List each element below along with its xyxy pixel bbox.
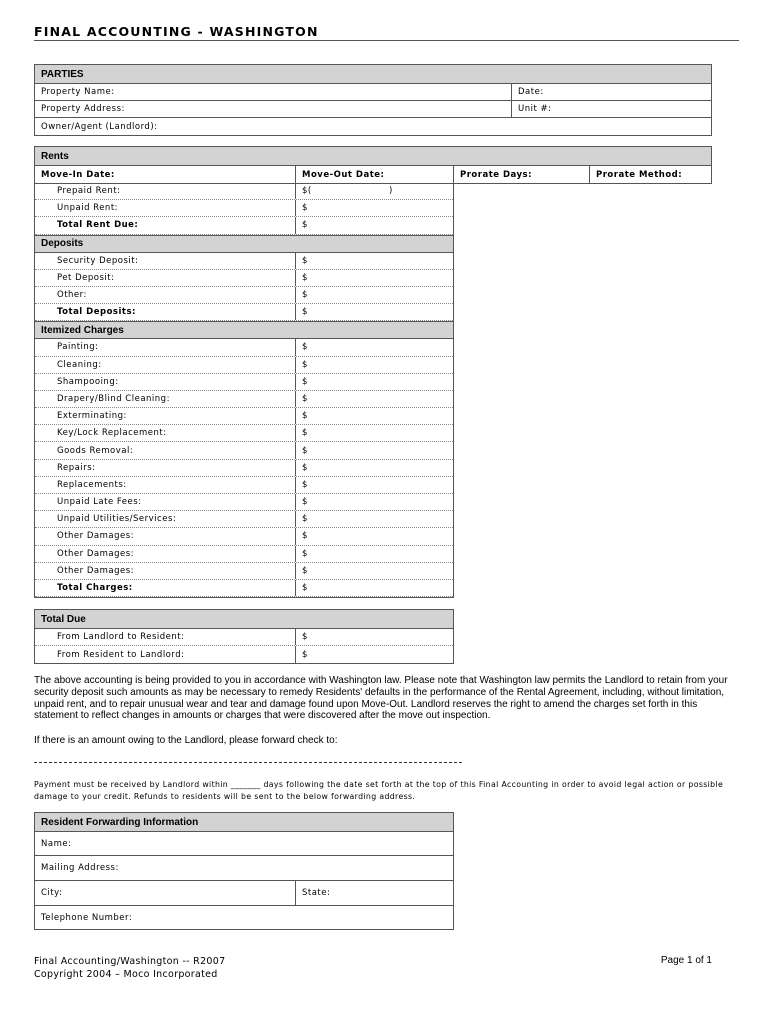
payment-notice: Payment must be received by Landlord within _______ days following the date set forth at the top of this Final Accounting in order to avoid legal action or possible damage to your credit. Refunds to residents will be sent to the below forwarding address. <box>34 780 724 801</box>
total-due-row <box>35 629 453 646</box>
itemized-label: Other Damages: <box>57 548 134 559</box>
itemized-currency: $ <box>302 359 308 370</box>
itemized-currency: $ <box>302 583 308 594</box>
rents-row <box>35 200 453 217</box>
page-title: FINAL ACCOUNTING - WASHINGTON <box>34 24 319 39</box>
itemized-currency: $ <box>302 565 308 576</box>
forwarding-row-address <box>35 856 453 881</box>
parties-header: PARTIES <box>35 65 711 84</box>
deposits-currency: $ <box>302 290 308 301</box>
itemized-currency: $ <box>302 428 308 439</box>
itemized-amount-field[interactable] <box>295 546 453 562</box>
date-field[interactable]: Date: <box>511 84 544 100</box>
forwarding-section <box>34 812 454 930</box>
rents-label: Prepaid Rent: <box>57 186 121 197</box>
forward-address-line[interactable] <box>34 762 462 763</box>
unit-field[interactable]: Unit #: <box>511 101 552 117</box>
rents-header: Rents <box>35 147 711 166</box>
forwarding-row-telephone <box>35 906 453 930</box>
state-field[interactable]: State: <box>295 881 330 905</box>
itemized-currency: $ <box>302 411 308 422</box>
itemized-currency: $ <box>302 462 308 473</box>
itemized-label: Drapery/Blind Cleaning: <box>57 393 170 404</box>
itemized-amount-field[interactable] <box>295 339 453 355</box>
deposits-row <box>35 253 453 270</box>
itemized-amount-field[interactable] <box>295 357 453 373</box>
itemized-row <box>35 528 453 545</box>
itemized-label: Replacements: <box>57 479 127 490</box>
deposits-amount-field[interactable] <box>295 304 453 320</box>
prorate-days-field[interactable]: Prorate Days: <box>453 166 532 183</box>
itemized-row <box>35 391 453 408</box>
deposits-label: Total Deposits: <box>57 307 136 318</box>
itemized-row <box>35 563 453 580</box>
itemized-amount-field[interactable] <box>295 374 453 390</box>
total-due-header: Total Due <box>35 610 453 629</box>
rents-row <box>35 217 453 234</box>
rents-dates-row <box>35 166 711 184</box>
deposits-currency: $ <box>302 255 308 266</box>
rents-top <box>34 146 712 184</box>
prorate-method-field[interactable]: Prorate Method: <box>589 166 682 183</box>
parties-row-owner <box>35 118 711 135</box>
total-due-currency: $ <box>302 632 308 642</box>
forward-check-instruction: If there is an amount owing to the Landlord, please forward check to: <box>34 735 338 746</box>
itemized-label: Repairs: <box>57 462 96 473</box>
rents-currency: $ <box>302 203 308 214</box>
deposits-label: Pet Deposit: <box>57 272 115 283</box>
title-divider <box>34 40 739 41</box>
itemized-label: Other Damages: <box>57 531 134 542</box>
owner-agent-field[interactable]: Owner/Agent (Landlord): <box>41 121 158 132</box>
rents-amount-field[interactable] <box>295 200 453 216</box>
itemized-charges-header: Itemized Charges <box>35 321 453 339</box>
itemized-row <box>35 546 453 563</box>
itemized-amount-field[interactable] <box>295 477 453 493</box>
itemized-row <box>35 477 453 494</box>
rents-currency: $ <box>302 220 308 231</box>
rents-close-paren: ) <box>389 186 393 197</box>
itemized-row <box>35 460 453 477</box>
itemized-amount-field[interactable] <box>295 511 453 527</box>
parties-row-property-name <box>35 84 711 101</box>
deposits-row <box>35 287 453 304</box>
deposits-row <box>35 304 453 321</box>
itemized-label: Cleaning: <box>57 359 102 370</box>
total-due-row <box>35 646 453 663</box>
itemized-currency: $ <box>302 376 308 387</box>
itemized-row <box>35 339 453 356</box>
itemized-label: Shampooing: <box>57 376 119 387</box>
itemized-currency: $ <box>302 342 308 353</box>
itemized-row <box>35 511 453 528</box>
itemized-amount-field[interactable] <box>295 580 453 596</box>
total-due-amount-field[interactable] <box>295 629 453 645</box>
itemized-amount-field[interactable] <box>295 391 453 407</box>
move-in-date-field[interactable]: Move-In Date: <box>41 169 115 180</box>
itemized-currency: $ <box>302 497 308 508</box>
itemized-currency: $ <box>302 445 308 456</box>
telephone-field[interactable]: Telephone Number: <box>41 913 133 923</box>
footer-form-name: Final Accounting/Washington -- R2007 <box>34 956 226 967</box>
charges-table <box>34 183 454 598</box>
mailing-address-field[interactable]: Mailing Address: <box>41 863 119 873</box>
footer-copyright: Copyright 2004 – Moco Incorporated <box>34 969 218 980</box>
forwarding-row-name <box>35 832 453 856</box>
footer-form-id <box>34 955 225 981</box>
itemized-label: Unpaid Utilities/Services: <box>57 514 177 525</box>
itemized-row <box>35 408 453 425</box>
deposits-label: Other: <box>57 290 87 301</box>
legal-paragraph: The above accounting is being provided to you in accordance with Washington law. Please note that Washington law permits the Landlord to retain from your security deposit such amounts as may be necessary to remedy Residents' defaults in the performance of the Rental Agreement, including, without limitation, unpaid rent, and to repair unusual wear and tear and damage found upon Move-Out. Landlord reserves the right to amend the charges set forth in this statement to reflect changes in amounts or charges that were discovered after the move out inspection. <box>34 675 728 722</box>
itemized-label: Goods Removal: <box>57 445 134 456</box>
itemized-label: Other Damages: <box>57 565 134 576</box>
deposits-header: Deposits <box>35 235 453 253</box>
itemized-currency: $ <box>302 531 308 542</box>
deposits-currency: $ <box>302 272 308 283</box>
deposits-label: Security Deposit: <box>57 255 139 266</box>
itemized-label: Unpaid Late Fees: <box>57 497 142 508</box>
rents-amount-field[interactable] <box>295 183 453 199</box>
itemized-amount-field[interactable] <box>295 442 453 458</box>
deposits-row <box>35 270 453 287</box>
itemized-row <box>35 494 453 511</box>
rents-label: Total Rent Due: <box>57 220 139 231</box>
itemized-amount-field[interactable] <box>295 408 453 424</box>
itemized-currency: $ <box>302 514 308 525</box>
itemized-label: Total Charges: <box>57 583 133 594</box>
itemized-currency: $ <box>302 479 308 490</box>
rents-amount-field[interactable] <box>295 217 453 233</box>
city-field[interactable]: City: <box>41 888 63 898</box>
itemized-amount-field[interactable] <box>295 460 453 476</box>
rents-currency: $( <box>302 186 312 197</box>
forwarding-row-city <box>35 881 453 906</box>
move-out-date-field[interactable]: Move-Out Date: <box>295 166 384 183</box>
property-name-field[interactable]: Property Name: <box>41 87 115 97</box>
parties-row-property-address <box>35 101 711 118</box>
property-address-field[interactable]: Property Address: <box>41 104 125 114</box>
itemized-row <box>35 580 453 597</box>
itemized-row <box>35 425 453 442</box>
resident-name-field[interactable]: Name: <box>41 838 72 849</box>
itemized-label: Exterminating: <box>57 411 127 422</box>
itemized-row <box>35 357 453 374</box>
total-due-label: From Landlord to Resident: <box>57 632 185 642</box>
deposits-currency: $ <box>302 307 308 318</box>
rents-label: Unpaid Rent: <box>57 203 119 214</box>
total-due-amount-field[interactable] <box>295 646 453 663</box>
deposits-amount-field[interactable] <box>295 270 453 286</box>
itemized-label: Key/Lock Replacement: <box>57 428 167 439</box>
forwarding-header: Resident Forwarding Information <box>35 813 453 832</box>
total-due-section <box>34 609 454 664</box>
parties-section <box>34 64 712 136</box>
itemized-row <box>35 374 453 391</box>
total-due-label: From Resident to Landlord: <box>57 649 185 660</box>
rents-row <box>35 183 453 200</box>
itemized-amount-field[interactable] <box>295 425 453 441</box>
total-due-currency: $ <box>302 649 308 660</box>
itemized-amount-field[interactable] <box>295 528 453 544</box>
itemized-row <box>35 442 453 459</box>
itemized-label: Painting: <box>57 342 99 353</box>
itemized-amount-field[interactable] <box>295 563 453 579</box>
itemized-amount-field[interactable] <box>295 494 453 510</box>
itemized-currency: $ <box>302 548 308 559</box>
itemized-currency: $ <box>302 393 308 404</box>
deposits-amount-field[interactable] <box>295 287 453 303</box>
footer-page-number: Page 1 of 1 <box>660 955 712 966</box>
deposits-amount-field[interactable] <box>295 253 453 269</box>
